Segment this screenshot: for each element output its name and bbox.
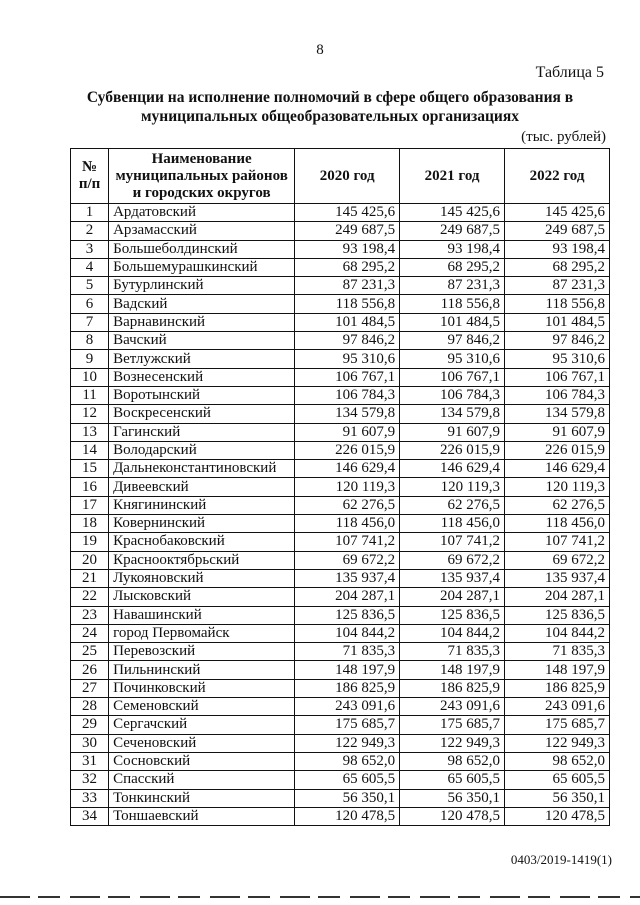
district-name: Воротынский	[109, 386, 295, 404]
value-2020: 106 784,3	[295, 386, 400, 404]
row-number: 7	[71, 313, 109, 331]
row-number: 30	[71, 734, 109, 752]
row-number: 29	[71, 716, 109, 734]
value-2021: 186 825,9	[400, 679, 505, 697]
row-number: 25	[71, 643, 109, 661]
value-2022: 120 478,5	[505, 807, 610, 825]
header-number-line2: п/п	[78, 176, 101, 192]
value-2022: 226 015,9	[505, 441, 610, 459]
value-2021: 104 844,2	[400, 624, 505, 642]
row-number: 5	[71, 277, 109, 295]
district-name: Спасский	[109, 771, 295, 789]
table-row	[71, 771, 610, 789]
value-2021: 95 310,6	[400, 350, 505, 368]
value-2021: 134 579,8	[400, 405, 505, 423]
value-2022: 107 741,2	[505, 533, 610, 551]
row-number: 16	[71, 478, 109, 496]
value-2021: 98 652,0	[400, 752, 505, 770]
value-2020: 69 672,2	[295, 551, 400, 569]
district-name: Лукояновский	[109, 569, 295, 587]
value-2022: 95 310,6	[505, 350, 610, 368]
table-row	[71, 496, 610, 514]
value-2021: 68 295,2	[400, 258, 505, 276]
table-row	[71, 533, 610, 551]
header-number	[71, 149, 109, 204]
value-2020: 101 484,5	[295, 313, 400, 331]
value-2021: 101 484,5	[400, 313, 505, 331]
value-2021: 62 276,5	[400, 496, 505, 514]
row-number: 11	[71, 386, 109, 404]
value-2022: 97 846,2	[505, 332, 610, 350]
table-row	[71, 789, 610, 807]
value-2021: 118 556,8	[400, 295, 505, 313]
value-2020: 68 295,2	[295, 258, 400, 276]
table-row	[71, 734, 610, 752]
value-2020: 120 119,3	[295, 478, 400, 496]
district-name: Большеболдинский	[109, 240, 295, 258]
row-number: 33	[71, 789, 109, 807]
header-2021: 2021 год	[400, 149, 505, 204]
value-2021: 120 119,3	[400, 478, 505, 496]
value-2021: 65 605,5	[400, 771, 505, 789]
district-name: Вадский	[109, 295, 295, 313]
district-name: Вачский	[109, 332, 295, 350]
value-2020: 62 276,5	[295, 496, 400, 514]
district-name: Дивеевский	[109, 478, 295, 496]
value-2020: 175 685,7	[295, 716, 400, 734]
district-name: Вознесенский	[109, 368, 295, 386]
row-number: 26	[71, 661, 109, 679]
table-row	[71, 752, 610, 770]
district-name: Краснобаковский	[109, 533, 295, 551]
row-number: 21	[71, 569, 109, 587]
value-2022: 104 844,2	[505, 624, 610, 642]
table-row	[71, 368, 610, 386]
row-number: 3	[71, 240, 109, 258]
value-2021: 148 197,9	[400, 661, 505, 679]
title-line-1: Субвенции на исполнение полномочий в сфере общего образования в	[86, 89, 574, 106]
district-name: Княгининский	[109, 496, 295, 514]
value-2021: 146 629,4	[400, 460, 505, 478]
value-2022: 134 579,8	[505, 405, 610, 423]
subsidies-table	[70, 148, 610, 826]
row-number: 14	[71, 441, 109, 459]
district-name: Ветлужский	[109, 350, 295, 368]
value-2021: 107 741,2	[400, 533, 505, 551]
table-row	[71, 588, 610, 606]
table-row	[71, 313, 610, 331]
value-2020: 97 846,2	[295, 332, 400, 350]
table-row	[71, 569, 610, 587]
value-2020: 118 556,8	[295, 295, 400, 313]
district-name: Краснооктябрьский	[109, 551, 295, 569]
table-row	[71, 716, 610, 734]
value-2021: 106 784,3	[400, 386, 505, 404]
district-name: Ковернинский	[109, 515, 295, 533]
table-row	[71, 332, 610, 350]
value-2022: 145 425,6	[505, 204, 610, 222]
header-number-line1: №	[82, 159, 98, 175]
district-name: Сергачский	[109, 716, 295, 734]
value-2021: 249 687,5	[400, 222, 505, 240]
row-number: 13	[71, 423, 109, 441]
value-2020: 243 091,6	[295, 698, 400, 716]
district-name: Сеченовский	[109, 734, 295, 752]
value-2020: 145 425,6	[295, 204, 400, 222]
row-number: 24	[71, 624, 109, 642]
value-2020: 226 015,9	[295, 441, 400, 459]
value-2020: 107 741,2	[295, 533, 400, 551]
value-2022: 91 607,9	[505, 423, 610, 441]
district-name: Дальнеконстантиновский	[109, 460, 295, 478]
value-2022: 243 091,6	[505, 698, 610, 716]
table-header-row	[71, 149, 610, 204]
value-2021: 106 767,1	[400, 368, 505, 386]
value-2022: 175 685,7	[505, 716, 610, 734]
units-label: (тыс. рублей)	[521, 129, 606, 145]
row-number: 17	[71, 496, 109, 514]
table-row	[71, 240, 610, 258]
value-2020: 125 836,5	[295, 606, 400, 624]
value-2021: 93 198,4	[400, 240, 505, 258]
page-number: 8	[316, 42, 324, 58]
value-2021: 97 846,2	[400, 332, 505, 350]
table-row	[71, 624, 610, 642]
value-2022: 125 836,5	[505, 606, 610, 624]
table-row	[71, 478, 610, 496]
value-2022: 87 231,3	[505, 277, 610, 295]
district-name: Володарский	[109, 441, 295, 459]
row-number: 10	[71, 368, 109, 386]
value-2022: 106 767,1	[505, 368, 610, 386]
header-name: Наименование муниципальных районов и городских округов	[109, 149, 295, 204]
value-2021: 71 835,3	[400, 643, 505, 661]
value-2021: 204 287,1	[400, 588, 505, 606]
row-number: 4	[71, 258, 109, 276]
value-2021: 122 949,3	[400, 734, 505, 752]
value-2020: 122 949,3	[295, 734, 400, 752]
district-name: Лысковский	[109, 588, 295, 606]
district-name: Ардатовский	[109, 204, 295, 222]
value-2021: 87 231,3	[400, 277, 505, 295]
value-2022: 69 672,2	[505, 551, 610, 569]
value-2020: 204 287,1	[295, 588, 400, 606]
header-2020: 2020 год	[295, 149, 400, 204]
table-row	[71, 606, 610, 624]
value-2020: 56 350,1	[295, 789, 400, 807]
value-2020: 186 825,9	[295, 679, 400, 697]
title-line-2: муниципальных общеобразовательных организациях	[141, 108, 519, 125]
value-2022: 68 295,2	[505, 258, 610, 276]
value-2020: 91 607,9	[295, 423, 400, 441]
table-row	[71, 258, 610, 276]
row-number: 18	[71, 515, 109, 533]
table-row	[71, 551, 610, 569]
value-2020: 104 844,2	[295, 624, 400, 642]
district-name: Сосновский	[109, 752, 295, 770]
district-name: Тонкинский	[109, 789, 295, 807]
value-2022: 65 605,5	[505, 771, 610, 789]
row-number: 34	[71, 807, 109, 825]
table-row	[71, 441, 610, 459]
value-2022: 204 287,1	[505, 588, 610, 606]
document-code: 0403/2019-1419(1)	[510, 852, 612, 867]
value-2020: 249 687,5	[295, 222, 400, 240]
row-number: 1	[71, 204, 109, 222]
district-name: Бутурлинский	[109, 277, 295, 295]
value-2022: 122 949,3	[505, 734, 610, 752]
value-2021: 125 836,5	[400, 606, 505, 624]
value-2021: 145 425,6	[400, 204, 505, 222]
value-2022: 120 119,3	[505, 478, 610, 496]
table-row	[71, 295, 610, 313]
table-row	[71, 679, 610, 697]
district-name: Большемурашкинский	[109, 258, 295, 276]
district-name: Варнавинский	[109, 313, 295, 331]
value-2022: 148 197,9	[505, 661, 610, 679]
value-2020: 65 605,5	[295, 771, 400, 789]
district-name: Арзамасский	[109, 222, 295, 240]
value-2020: 148 197,9	[295, 661, 400, 679]
table-row	[71, 807, 610, 825]
table-row	[71, 405, 610, 423]
row-number: 15	[71, 460, 109, 478]
page-bottom-edge	[0, 896, 640, 898]
row-number: 6	[71, 295, 109, 313]
value-2022: 106 784,3	[505, 386, 610, 404]
table-row	[71, 386, 610, 404]
table-body	[71, 204, 610, 826]
value-2021: 120 478,5	[400, 807, 505, 825]
value-2022: 93 198,4	[505, 240, 610, 258]
table-row	[71, 204, 610, 222]
header-2022: 2022 год	[505, 149, 610, 204]
district-name: Перевозский	[109, 643, 295, 661]
district-name: Навашинский	[109, 606, 295, 624]
table-row	[71, 515, 610, 533]
table-row	[71, 222, 610, 240]
table-row	[71, 277, 610, 295]
row-number: 12	[71, 405, 109, 423]
district-name: Тоншаевский	[109, 807, 295, 825]
value-2020: 120 478,5	[295, 807, 400, 825]
row-number: 19	[71, 533, 109, 551]
table-row	[71, 643, 610, 661]
district-name: Гагинский	[109, 423, 295, 441]
value-2022: 186 825,9	[505, 679, 610, 697]
value-2020: 98 652,0	[295, 752, 400, 770]
value-2021: 91 607,9	[400, 423, 505, 441]
table-row	[71, 350, 610, 368]
value-2021: 243 091,6	[400, 698, 505, 716]
row-number: 22	[71, 588, 109, 606]
value-2022: 101 484,5	[505, 313, 610, 331]
value-2020: 135 937,4	[295, 569, 400, 587]
value-2022: 56 350,1	[505, 789, 610, 807]
value-2021: 226 015,9	[400, 441, 505, 459]
value-2022: 146 629,4	[505, 460, 610, 478]
row-number: 32	[71, 771, 109, 789]
value-2021: 118 456,0	[400, 515, 505, 533]
value-2020: 93 198,4	[295, 240, 400, 258]
value-2022: 71 835,3	[505, 643, 610, 661]
district-name: Семеновский	[109, 698, 295, 716]
row-number: 31	[71, 752, 109, 770]
district-name: Пильнинский	[109, 661, 295, 679]
table-row	[71, 698, 610, 716]
value-2022: 249 687,5	[505, 222, 610, 240]
value-2020: 106 767,1	[295, 368, 400, 386]
row-number: 8	[71, 332, 109, 350]
row-number: 23	[71, 606, 109, 624]
value-2022: 62 276,5	[505, 496, 610, 514]
value-2020: 134 579,8	[295, 405, 400, 423]
row-number: 9	[71, 350, 109, 368]
district-name: город Первомайск	[109, 624, 295, 642]
value-2021: 56 350,1	[400, 789, 505, 807]
value-2021: 135 937,4	[400, 569, 505, 587]
district-name: Воскресенский	[109, 405, 295, 423]
table-row	[71, 460, 610, 478]
value-2021: 175 685,7	[400, 716, 505, 734]
table-row	[71, 661, 610, 679]
value-2022: 118 556,8	[505, 295, 610, 313]
district-name: Починковский	[109, 679, 295, 697]
row-number: 2	[71, 222, 109, 240]
value-2022: 135 937,4	[505, 569, 610, 587]
value-2022: 118 456,0	[505, 515, 610, 533]
value-2021: 69 672,2	[400, 551, 505, 569]
value-2020: 87 231,3	[295, 277, 400, 295]
row-number: 27	[71, 679, 109, 697]
row-number: 20	[71, 551, 109, 569]
value-2020: 71 835,3	[295, 643, 400, 661]
table-label: Таблица 5	[535, 64, 604, 81]
value-2020: 118 456,0	[295, 515, 400, 533]
value-2020: 146 629,4	[295, 460, 400, 478]
document-title	[60, 88, 600, 126]
value-2022: 98 652,0	[505, 752, 610, 770]
row-number: 28	[71, 698, 109, 716]
value-2020: 95 310,6	[295, 350, 400, 368]
table-row	[71, 423, 610, 441]
